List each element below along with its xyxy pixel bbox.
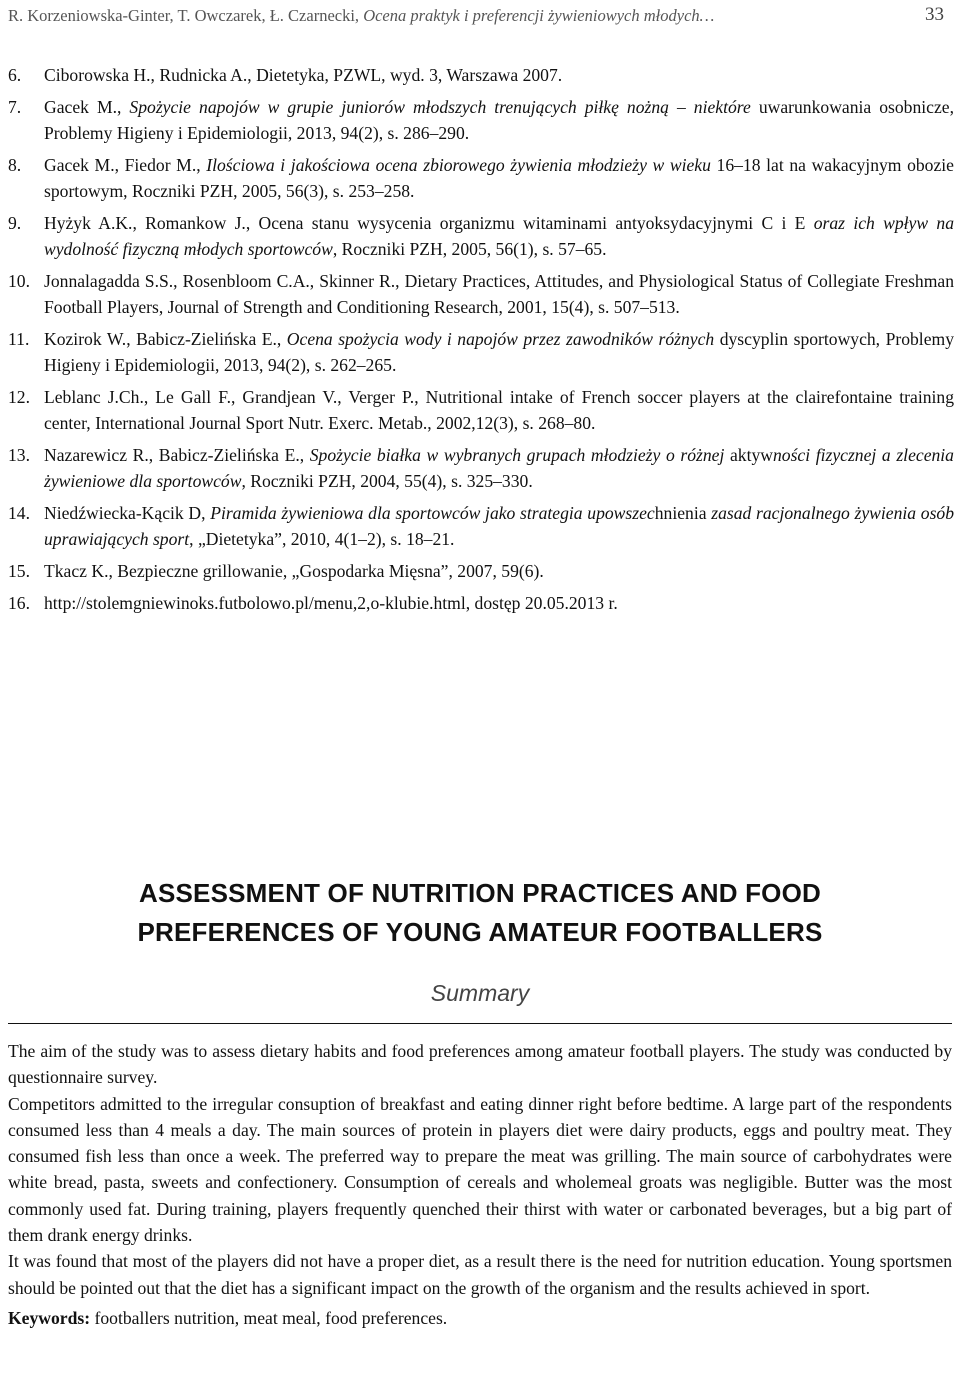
english-title-line-2: PREFERENCES OF YOUNG AMATEUR FOOTBALLERS xyxy=(137,917,823,947)
reference-rest2: , Roczniki PZH, 2004, 55(4), s. 325–330. xyxy=(241,471,533,491)
reference-number: 7. xyxy=(8,97,22,117)
reference-number: 13. xyxy=(8,445,30,465)
reference-authors: Leblanc J.Ch., Le Gall F., Grandjean V., Verger P., xyxy=(44,387,419,407)
reference-rest: dostęp 20.05.2013 r. xyxy=(470,593,618,613)
english-title-line-1: ASSESSMENT OF NUTRITION PRACTICES AND FOOD xyxy=(138,878,821,908)
reference-item xyxy=(8,268,954,320)
reference-authors: http://stolemgniewinoks.futbolowo.pl/menu,2,o-klubie.html, xyxy=(44,593,471,613)
reference-number: 15. xyxy=(8,561,30,581)
reference-title2: ności fizycznej a zlecenia żywieniowe dla sportowców xyxy=(44,445,954,491)
running-header xyxy=(8,2,952,30)
reference-number: 8. xyxy=(8,155,22,175)
reference-text xyxy=(44,590,954,616)
reference-text xyxy=(44,152,954,204)
reference-title: Piramida żywieniowa dla sportowców jako strategia upowszec xyxy=(205,503,655,523)
reference-item xyxy=(8,384,954,436)
reference-title2: oraz ich wpływ na wydolność fizyczną młodych sportowców xyxy=(44,213,954,259)
running-title xyxy=(8,6,714,26)
reference-text xyxy=(44,94,954,146)
reference-text xyxy=(44,558,954,584)
reference-list xyxy=(8,62,954,622)
reference-number: 6. xyxy=(8,65,22,85)
reference-authors: Tkacz K., xyxy=(44,561,113,581)
reference-rest: Dietetyka, PZWL, wyd. 3, Warszawa 2007. xyxy=(251,65,563,85)
reference-item xyxy=(8,62,954,88)
reference-authors: Nazarewicz R., Babicz-Zielińska E., xyxy=(44,445,305,465)
reference-text xyxy=(44,500,954,552)
reference-authors: Jonnalagadda S.S., Rosenbloom C.A., Skinner R., xyxy=(44,271,400,291)
reference-text xyxy=(44,210,954,262)
summary-paragraph: The aim of the study was to assess dietary habits and food preferences among amateur football players. The study was conducted by questionnaire survey. xyxy=(8,1041,952,1088)
reference-rest: Bezpieczne grillowanie, „Gospodarka Mięsna”, 2007, 59(6). xyxy=(112,561,544,581)
english-title xyxy=(0,874,960,952)
reference-rest: hnienia xyxy=(654,503,712,523)
reference-title: Ilościowa i jakościowa ocena zbiorowego żywienia młodzieży w wieku xyxy=(200,155,711,175)
reference-text xyxy=(44,442,954,494)
summary-paragraph: Competitors admitted to the irregular consuption of breakfast and eating dinner right before bedtime. A large part of the respondents consumed less than 4 meals a day. The main sources of protein in players diet were dairy products, eggs and poultry meat. They consumed fish less than once a week. The preferred way to prepare the meat was grilling. The main source of carbohydrates were white bread, pasta, sweets and confectionery. Consumption of cereals and wholemeal groats was negligible. Butter was the most commonly used fat. During training, players frequently quenched their thirst with water or carbonated beverages, but a big part of them drank energy drinks. xyxy=(8,1093,952,1246)
reference-rest: Dietary Practices, Attitudes, and Physiological Status of Collegiate Freshman Football Players, Journal of Strength and Conditioning Research, 2001, 15(4), s. 507–513. xyxy=(44,271,955,317)
keywords xyxy=(8,1305,952,1331)
reference-text xyxy=(44,62,954,88)
reference-item xyxy=(8,152,954,204)
reference-rest: dyscyplin sportowych, Problemy Higieny i Epidemiologii, 2013, 94(2), s. 262–265. xyxy=(44,329,954,375)
keywords-label: Keywords: xyxy=(8,1307,91,1328)
reference-item xyxy=(8,558,954,584)
reference-number: 12. xyxy=(8,387,30,407)
reference-item xyxy=(8,590,954,616)
reference-rest2: , Roczniki PZH, 2005, 56(1), s. 57–65. xyxy=(332,239,607,259)
reference-authors: Gacek M., xyxy=(44,97,122,117)
running-paper-title: Ocena praktyk i preferencji żywieniowych młodych… xyxy=(363,6,715,25)
reference-title: Spożycie białka w wybranych grupach młodzieży o różnej xyxy=(304,445,725,465)
summary-divider xyxy=(8,1023,952,1024)
reference-title: Spożycie napojów w grupie juniorów młodszych trenujących piłkę nożną – niektóre xyxy=(121,97,751,117)
reference-rest: uwarunkowania osobnicze, Problemy Higieny i Epidemiologii, 2013, 94(2), s. 286–290. xyxy=(44,97,954,143)
reference-rest2: , „Dietetyka”, 2010, 4(1–2), s. 18–21. xyxy=(189,529,455,549)
reference-title2: zasad racjonalnego żywienia osób uprawiających sport xyxy=(44,503,955,549)
reference-authors: Gacek M., Fiedor M., xyxy=(44,155,201,175)
running-authors: R. Korzeniowska-Ginter, T. Owczarek, Ł. Czarnecki, xyxy=(8,6,360,25)
reference-item xyxy=(8,442,954,494)
reference-text xyxy=(44,326,954,378)
keywords-text: footballers nutrition, meat meal, food preferences. xyxy=(90,1307,448,1328)
summary-body xyxy=(8,1038,952,1331)
reference-rest: Ocena stanu wysycenia organizmu witaminami antyoksydacyjnymi C i E xyxy=(250,213,814,233)
reference-rest: aktyw xyxy=(724,445,773,465)
reference-number: 10. xyxy=(8,271,30,291)
reference-text xyxy=(44,384,954,436)
reference-rest: Nutritional intake of French soccer players at the clairefontaine training center, International Journal Sport Nutr. Exerc. Metab., 2002,12(3), s. 268–80. xyxy=(44,387,954,433)
reference-number: 16. xyxy=(8,593,30,613)
page-number: 33 xyxy=(925,4,944,25)
summary-paragraph: It was found that most of the players did not have a proper diet, as a result there is the need for nutrition education. Young sportsmen should be pointed out that the diet has a significant impact on the growth of the organism and the results achieved in sport. xyxy=(8,1251,952,1298)
reference-rest: 16–18 lat na wakacyjnym obozie sportowym, Roczniki PZH, 2005, 56(3), s. 253–258. xyxy=(44,155,954,201)
reference-item xyxy=(8,210,954,262)
reference-authors: Niedźwiecka-Kącik D, xyxy=(44,503,206,523)
reference-item xyxy=(8,500,954,552)
reference-item xyxy=(8,326,954,378)
reference-authors: Kozirok W., Babicz-Zielińska E., xyxy=(44,329,282,349)
reference-item xyxy=(8,94,954,146)
reference-number: 14. xyxy=(8,503,30,523)
reference-number: 9. xyxy=(8,213,22,233)
reference-number: 11. xyxy=(8,329,30,349)
summary-heading: Summary xyxy=(430,980,530,1006)
reference-title: Ocena spożycia wody i napojów przez zawodników różnych xyxy=(281,329,715,349)
reference-text xyxy=(44,268,954,320)
reference-authors: Ciborowska H., Rudnicka A., xyxy=(44,65,252,85)
reference-authors: Hyżyk A.K., Romankow J., xyxy=(44,213,251,233)
